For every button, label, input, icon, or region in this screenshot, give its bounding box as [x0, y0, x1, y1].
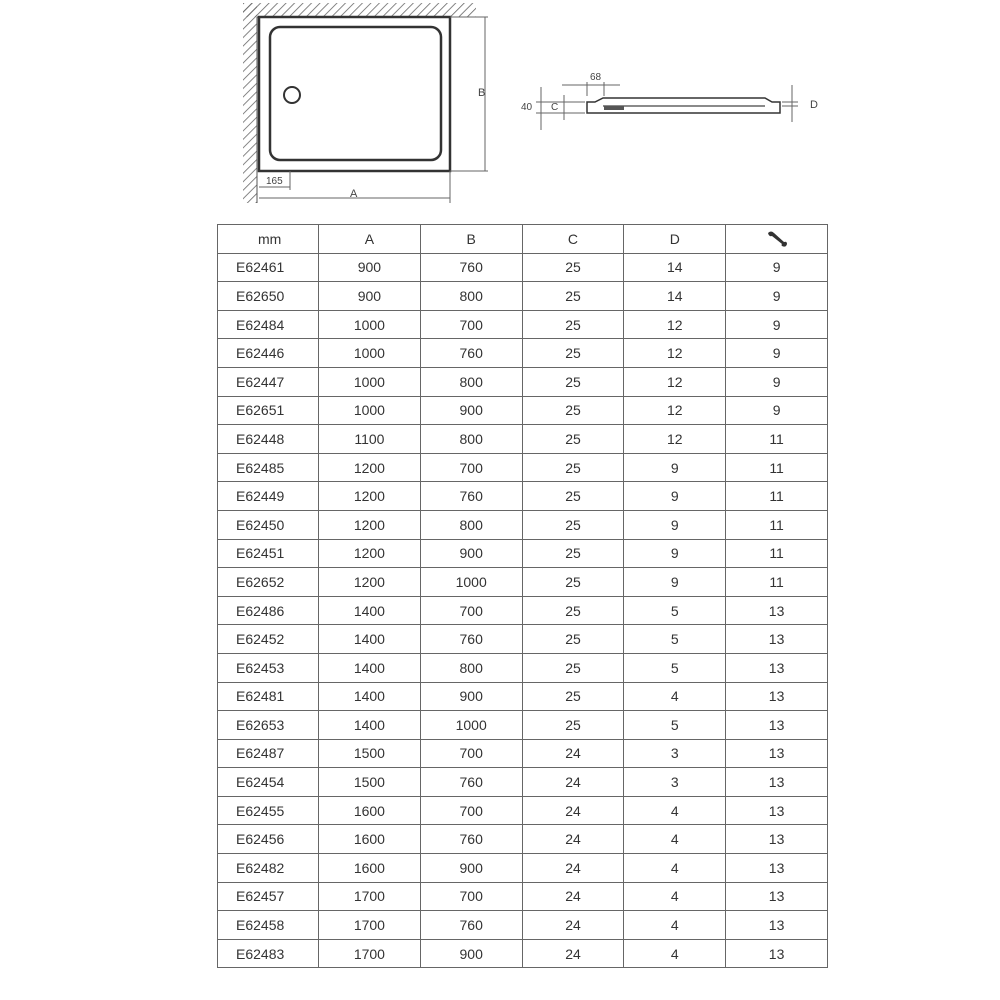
- wrench-cell: 11: [726, 425, 828, 454]
- header-b: B: [420, 225, 522, 254]
- wrench-cell: 13: [726, 739, 828, 768]
- table-row: [218, 453, 828, 482]
- model-cell: E62461: [218, 253, 319, 282]
- model-cell: E62652: [218, 568, 319, 597]
- wrench-cell: 13: [726, 854, 828, 883]
- profile-view-drawing: [521, 72, 818, 130]
- a-cell: 1100: [319, 425, 421, 454]
- d-cell: 12: [624, 367, 726, 396]
- table-row: [218, 367, 828, 396]
- c-cell: 24: [522, 825, 624, 854]
- d-cell: 4: [624, 825, 726, 854]
- table-row: [218, 425, 828, 454]
- dimension-d-label: D: [810, 99, 818, 111]
- model-cell: E62448: [218, 425, 319, 454]
- c-cell: 24: [522, 768, 624, 797]
- header-a: A: [319, 225, 421, 254]
- b-cell: 800: [420, 367, 522, 396]
- a-cell: 1500: [319, 768, 421, 797]
- c-cell: 25: [522, 596, 624, 625]
- model-cell: E62452: [218, 625, 319, 654]
- wrench-cell: 9: [726, 339, 828, 368]
- wall-hatch-left: [243, 3, 257, 203]
- d-cell: 5: [624, 711, 726, 740]
- d-cell: 4: [624, 882, 726, 911]
- wrench-cell: 13: [726, 711, 828, 740]
- a-cell: 1000: [319, 310, 421, 339]
- header-d: D: [624, 225, 726, 254]
- c-cell: 25: [522, 711, 624, 740]
- wrench-cell: 11: [726, 510, 828, 539]
- unit-header: mm: [218, 225, 319, 254]
- d-cell: 3: [624, 768, 726, 797]
- dimension-68-label: 68: [590, 72, 602, 83]
- a-cell: 1700: [319, 911, 421, 940]
- model-cell: E62451: [218, 539, 319, 568]
- d-cell: 14: [624, 253, 726, 282]
- wrench-icon: [765, 229, 789, 249]
- c-cell: 25: [522, 510, 624, 539]
- model-cell: E62483: [218, 939, 319, 968]
- a-cell: 1600: [319, 854, 421, 883]
- dimensions-table: [217, 224, 828, 968]
- d-cell: 4: [624, 854, 726, 883]
- drain-icon: [284, 87, 300, 103]
- model-cell: E62453: [218, 653, 319, 682]
- model-cell: E62481: [218, 682, 319, 711]
- d-cell: 12: [624, 339, 726, 368]
- d-cell: 5: [624, 596, 726, 625]
- a-cell: 1400: [319, 711, 421, 740]
- wrench-cell: 13: [726, 596, 828, 625]
- a-cell: 900: [319, 282, 421, 311]
- b-cell: 700: [420, 596, 522, 625]
- table-row: [218, 482, 828, 511]
- b-cell: 1000: [420, 711, 522, 740]
- b-cell: 800: [420, 653, 522, 682]
- b-cell: 760: [420, 253, 522, 282]
- wrench-cell: 9: [726, 367, 828, 396]
- wrench-cell: 11: [726, 482, 828, 511]
- d-cell: 9: [624, 568, 726, 597]
- d-cell: 4: [624, 682, 726, 711]
- table-row: [218, 711, 828, 740]
- wrench-cell: 13: [726, 768, 828, 797]
- header-wrench: [726, 225, 828, 254]
- b-cell: 700: [420, 739, 522, 768]
- c-cell: 24: [522, 796, 624, 825]
- model-cell: E62450: [218, 510, 319, 539]
- c-cell: 25: [522, 568, 624, 597]
- b-cell: 900: [420, 539, 522, 568]
- c-cell: 25: [522, 682, 624, 711]
- c-cell: 25: [522, 282, 624, 311]
- model-cell: E62458: [218, 911, 319, 940]
- a-cell: 1400: [319, 625, 421, 654]
- a-cell: 1400: [319, 596, 421, 625]
- a-cell: 1200: [319, 539, 421, 568]
- wrench-cell: 11: [726, 453, 828, 482]
- c-cell: 25: [522, 396, 624, 425]
- technical-drawings: [0, 0, 1000, 215]
- wrench-cell: 9: [726, 282, 828, 311]
- model-cell: E62446: [218, 339, 319, 368]
- d-cell: 9: [624, 482, 726, 511]
- a-cell: 1600: [319, 796, 421, 825]
- b-cell: 1000: [420, 568, 522, 597]
- table-row: [218, 882, 828, 911]
- a-cell: 1700: [319, 939, 421, 968]
- wrench-cell: 9: [726, 310, 828, 339]
- table-row: [218, 539, 828, 568]
- b-cell: 760: [420, 625, 522, 654]
- d-cell: 4: [624, 939, 726, 968]
- table-row: [218, 768, 828, 797]
- model-cell: E62454: [218, 768, 319, 797]
- a-cell: 1500: [319, 739, 421, 768]
- d-cell: 9: [624, 510, 726, 539]
- table-row: [218, 510, 828, 539]
- model-cell: E62650: [218, 282, 319, 311]
- wrench-cell: 13: [726, 796, 828, 825]
- b-cell: 760: [420, 768, 522, 797]
- d-cell: 14: [624, 282, 726, 311]
- model-cell: E62455: [218, 796, 319, 825]
- wrench-cell: 9: [726, 396, 828, 425]
- b-cell: 700: [420, 453, 522, 482]
- model-cell: E62484: [218, 310, 319, 339]
- model-cell: E62447: [218, 367, 319, 396]
- b-cell: 760: [420, 339, 522, 368]
- header-c: C: [522, 225, 624, 254]
- table-row: [218, 796, 828, 825]
- wrench-cell: 9: [726, 253, 828, 282]
- b-cell: 760: [420, 825, 522, 854]
- model-cell: E62651: [218, 396, 319, 425]
- model-cell: E62449: [218, 482, 319, 511]
- b-cell: 900: [420, 854, 522, 883]
- d-cell: 12: [624, 425, 726, 454]
- table-row: [218, 854, 828, 883]
- b-cell: 700: [420, 796, 522, 825]
- b-cell: 760: [420, 482, 522, 511]
- wrench-cell: 13: [726, 939, 828, 968]
- d-cell: 4: [624, 796, 726, 825]
- c-cell: 24: [522, 911, 624, 940]
- table-row: [218, 911, 828, 940]
- c-cell: 25: [522, 367, 624, 396]
- a-cell: 1000: [319, 339, 421, 368]
- d-cell: 5: [624, 653, 726, 682]
- table-row: [218, 825, 828, 854]
- a-cell: 1400: [319, 682, 421, 711]
- c-cell: 25: [522, 625, 624, 654]
- b-cell: 800: [420, 425, 522, 454]
- table-row: [218, 682, 828, 711]
- b-cell: 800: [420, 282, 522, 311]
- model-cell: E62457: [218, 882, 319, 911]
- wrench-cell: 11: [726, 539, 828, 568]
- a-cell: 1000: [319, 396, 421, 425]
- dimension-b-label: B: [478, 87, 486, 99]
- model-cell: E62486: [218, 596, 319, 625]
- c-cell: 25: [522, 453, 624, 482]
- b-cell: 760: [420, 911, 522, 940]
- b-cell: 900: [420, 939, 522, 968]
- table-header-row: [218, 225, 828, 254]
- a-cell: 1200: [319, 510, 421, 539]
- dimension-40-label: 40: [521, 102, 533, 113]
- a-cell: 1400: [319, 653, 421, 682]
- table-row: [218, 739, 828, 768]
- c-cell: 25: [522, 339, 624, 368]
- c-cell: 24: [522, 939, 624, 968]
- d-cell: 4: [624, 911, 726, 940]
- model-cell: E62456: [218, 825, 319, 854]
- wrench-cell: 11: [726, 568, 828, 597]
- a-cell: 1000: [319, 367, 421, 396]
- table-row: [218, 310, 828, 339]
- table-row: [218, 396, 828, 425]
- model-cell: E62653: [218, 711, 319, 740]
- c-cell: 25: [522, 653, 624, 682]
- dimension-c-label: C: [551, 102, 559, 113]
- c-cell: 25: [522, 482, 624, 511]
- wrench-cell: 13: [726, 625, 828, 654]
- d-cell: 5: [624, 625, 726, 654]
- d-cell: 9: [624, 453, 726, 482]
- model-cell: E62487: [218, 739, 319, 768]
- d-cell: 12: [624, 310, 726, 339]
- a-cell: 1200: [319, 568, 421, 597]
- wall-hatch-top: [243, 3, 476, 17]
- wrench-cell: 13: [726, 911, 828, 940]
- table-row: [218, 253, 828, 282]
- dimension-a-label: A: [350, 188, 358, 200]
- b-cell: 700: [420, 882, 522, 911]
- c-cell: 25: [522, 253, 624, 282]
- table-row: [218, 625, 828, 654]
- a-cell: 1700: [319, 882, 421, 911]
- a-cell: 1200: [319, 482, 421, 511]
- c-cell: 25: [522, 310, 624, 339]
- table-row: [218, 568, 828, 597]
- model-cell: E62485: [218, 453, 319, 482]
- table-row: [218, 339, 828, 368]
- table-row: [218, 282, 828, 311]
- c-cell: 24: [522, 854, 624, 883]
- wrench-cell: 13: [726, 825, 828, 854]
- a-cell: 900: [319, 253, 421, 282]
- d-cell: 9: [624, 539, 726, 568]
- wrench-cell: 13: [726, 682, 828, 711]
- a-cell: 1200: [319, 453, 421, 482]
- c-cell: 24: [522, 739, 624, 768]
- b-cell: 900: [420, 396, 522, 425]
- table-row: [218, 596, 828, 625]
- b-cell: 800: [420, 510, 522, 539]
- b-cell: 900: [420, 682, 522, 711]
- plan-view-drawing: [243, 3, 488, 203]
- b-cell: 700: [420, 310, 522, 339]
- table-row: [218, 653, 828, 682]
- c-cell: 25: [522, 539, 624, 568]
- a-cell: 1600: [319, 825, 421, 854]
- d-cell: 12: [624, 396, 726, 425]
- c-cell: 25: [522, 425, 624, 454]
- model-cell: E62482: [218, 854, 319, 883]
- table-row: [218, 939, 828, 968]
- wrench-cell: 13: [726, 882, 828, 911]
- c-cell: 24: [522, 882, 624, 911]
- d-cell: 3: [624, 739, 726, 768]
- dimension-offset-label: 165: [266, 176, 283, 187]
- wrench-cell: 13: [726, 653, 828, 682]
